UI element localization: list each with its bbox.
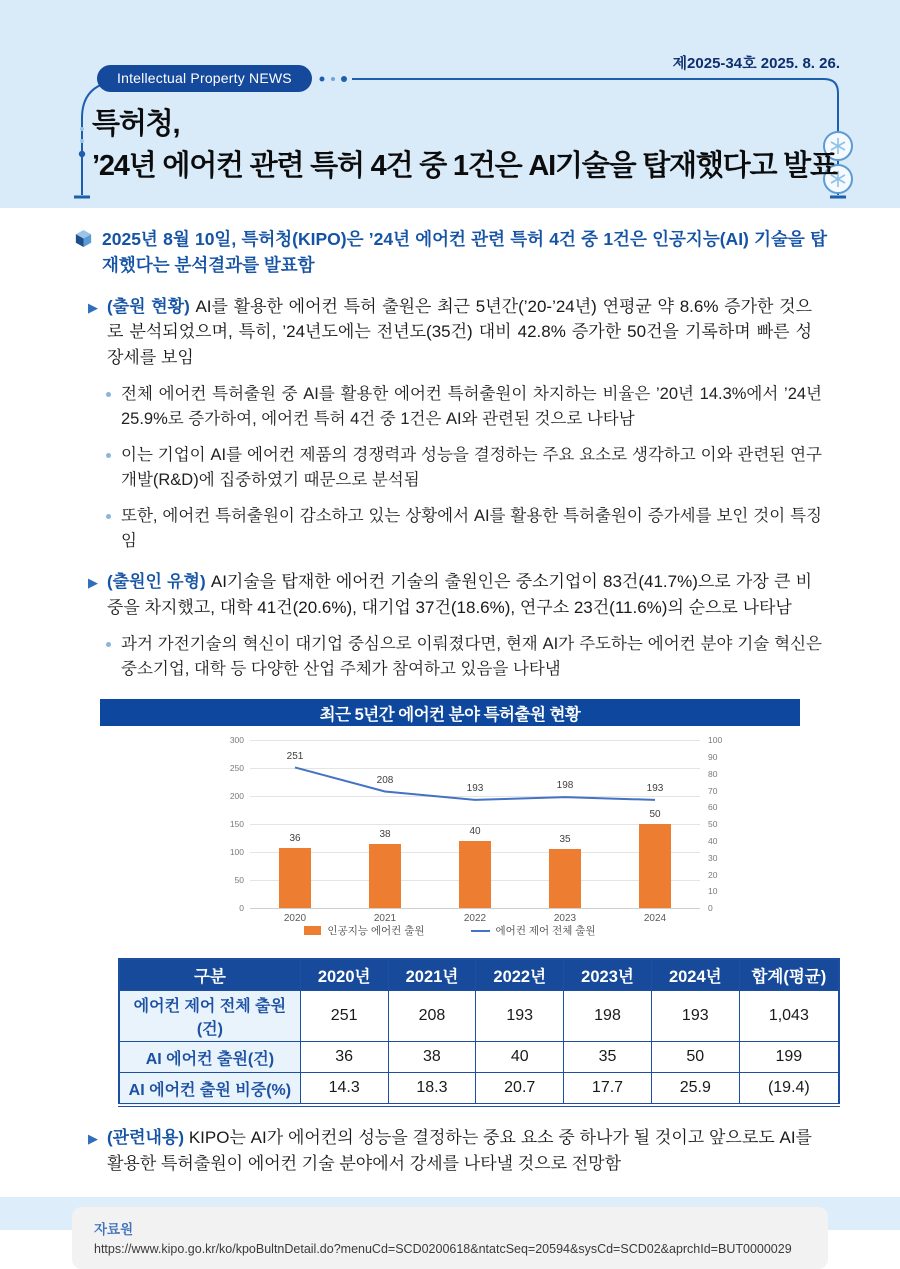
row-label: AI 에어컨 출원(건): [119, 1042, 300, 1073]
right-axis-tick: 70: [708, 785, 718, 796]
title-line-2: ’24년 에어컨 관련 특허 4건 중 1건은 AI기술을 탑재했다고 발표: [92, 150, 837, 183]
chart-section: [100, 699, 800, 948]
cell: 208: [388, 991, 476, 1042]
right-axis-tick: 90: [708, 752, 718, 763]
line-value-label: 193: [646, 783, 664, 795]
dot-bullet-icon: [106, 392, 111, 397]
left-axis-tick: 150: [229, 819, 244, 830]
section-text: (관련내용) KIPO는 AI가 에어컨의 성능을 결정하는 중요 요소 중 하나가 될 것이고 앞으로도 AI를 활용한 특허출원이 에어컨 기술 분야에서 강세를 나타낼 것으로 전망함: [107, 1128, 812, 1174]
left-axis-tick: 200: [229, 791, 244, 802]
lead-text: 2025년 8월 10일, 특허청(KIPO)은 ’24년 에어컨 관련 특허 4건 중 1건은 인공지능(AI) 기술을 탑재했다는 분석결과를 발표함: [102, 229, 827, 276]
line-value-label: 193: [466, 783, 484, 795]
line-value-label: 198: [556, 780, 574, 792]
combo-chart: [100, 726, 800, 948]
legend-label: 인공지능 에어컨 출원: [327, 925, 425, 938]
col-header: 2024년: [651, 959, 739, 991]
sub-bullet: 또한, 에어컨 특허출원이 감소하고 있는 상황에서 AI를 활용한 특허출원이 증가세를 보인 것이 특징임: [106, 504, 822, 554]
right-axis-tick: 50: [708, 819, 718, 830]
page-title: [92, 103, 837, 187]
right-axis-tick: 40: [708, 836, 718, 847]
row-label: 에어컨 제어 전체 출원(건): [119, 991, 300, 1042]
cell: 50: [651, 1042, 739, 1073]
issue-number: 제2025-34호 2025. 8. 26.: [672, 55, 840, 72]
line-value-label: 208: [376, 774, 394, 786]
table-row: [119, 1073, 839, 1106]
cell: 38: [388, 1042, 476, 1073]
dot-bullet-icon: [106, 514, 111, 519]
cell: 18.3: [388, 1073, 476, 1106]
main-content: [60, 226, 840, 1269]
row-label: AI 에어컨 출원 비중(%): [119, 1073, 300, 1106]
right-axis-tick: 60: [708, 802, 718, 813]
right-axis-tick: 0: [708, 903, 713, 914]
col-header: 구분: [119, 959, 300, 991]
section-label: (출원 현황): [107, 296, 190, 316]
right-axis-tick: 30: [708, 852, 718, 863]
x-axis-label: 2020: [283, 913, 307, 925]
col-header: 2020년: [300, 959, 388, 991]
table-row: [119, 991, 839, 1042]
table-header-row: [119, 959, 839, 991]
cell: 17.7: [564, 1073, 652, 1106]
bar-value-label: 35: [559, 834, 571, 846]
arrow-bullet-icon: ▶: [88, 575, 98, 591]
dot-bullet-icon: [106, 642, 111, 647]
line-value-label: 251: [286, 750, 304, 762]
left-axis-tick: 100: [229, 847, 244, 858]
cell: 25.9: [651, 1073, 739, 1106]
legend-item: [304, 923, 424, 938]
source-box: [72, 1207, 828, 1269]
bar-value-label: 40: [469, 826, 481, 838]
patent-data-table: [118, 958, 840, 1107]
cell: (19.4): [739, 1073, 839, 1106]
cell: 35: [564, 1042, 652, 1073]
cell: 193: [476, 991, 564, 1042]
left-axis-tick: 50: [234, 875, 244, 886]
line-legend-swatch: [471, 930, 490, 932]
right-axis-tick: 100: [708, 735, 723, 746]
cube-bullet-icon: [75, 229, 92, 248]
cell: 198: [564, 991, 652, 1042]
left-axis-tick: 300: [229, 735, 244, 746]
col-header: 2021년: [388, 959, 476, 991]
bar-legend-swatch: [304, 926, 321, 935]
x-axis-label: 2024: [643, 913, 667, 925]
sub-bullet: 과거 가전기술의 혁신이 대기업 중심으로 이뤄졌다면, 현재 AI가 주도하는 에어컨 분야 기술 혁신은 중소기업, 대학 등 다양한 산업 주체가 참여하고 있음을 나타냄: [106, 632, 822, 682]
section-applicant-type: [88, 569, 812, 621]
x-axis-label: 2023: [553, 913, 577, 925]
section-text: (출원 현황) AI를 활용한 에어컨 특허 출원은 최근 5년간(’20-’24년) 연평균 약 8.6% 증가한 것으로 분석되었으며, 특히, ’24년도에는 전년도(35건) 대비 42.8% 증가한 50건을 기록하며 빠른 성장세를 보임: [107, 296, 813, 368]
cell: 14.3: [300, 1073, 388, 1106]
left-axis-tick: 250: [229, 763, 244, 774]
dot-bullet-icon: [106, 453, 111, 458]
section-text: (출원인 유형) AI기술을 탑재한 에어컨 기술의 출원인은 중소기업이 83건(41.7%)으로 가장 큰 비중을 차지했고, 대학 41건(20.6%), 대기업 37건(18.6%), 연구소 23건(11.6%)의 순으로 나타남: [107, 572, 812, 618]
cell: 1,043: [739, 991, 839, 1042]
cell: 251: [300, 991, 388, 1042]
sub-bullet: 이는 기업이 AI를 에어컨 제품의 경쟁력과 성능을 결정하는 주요 요소로 생각하고 이와 관련된 연구개발(R&D)에 집중하였기 때문으로 분석됨: [106, 443, 822, 493]
section-label: (관련내용): [107, 1128, 185, 1148]
table-row: [119, 1042, 839, 1073]
col-header: 2023년: [564, 959, 652, 991]
right-axis-tick: 20: [708, 869, 718, 880]
col-header: 2022년: [476, 959, 564, 991]
legend-label: 에어컨 제어 전체 출원: [495, 925, 596, 938]
bar-value-label: 36: [289, 832, 301, 844]
source-label: 자료원: [94, 1221, 134, 1237]
section-filing-status: [88, 294, 812, 371]
title-line-1: 특허청,: [92, 108, 180, 140]
sub-bullet: 전체 에어컨 특허출원 중 AI를 활용한 에어컨 특허출원이 차지하는 비율은 ’20년 14.3%에서 ’24년 25.9%로 증가하여, 에어컨 특허 4건 중 1건은 AI와 관련된 것으로 나타남: [106, 382, 822, 432]
cell: 193: [651, 991, 739, 1042]
source-url[interactable]: https://www.kipo.go.kr/ko/kpoBultnDetail.do?menuCd=SCD0200618&ntatcSeq=20594&sysCd=SCD02&aprchId=BUT0000029: [94, 1241, 792, 1256]
bar-value-label: 50: [649, 809, 661, 821]
cell: 40: [476, 1042, 564, 1073]
chart-plot-area: [250, 740, 700, 908]
section-label: (출원인 유형): [107, 572, 206, 592]
section-related-content: [88, 1125, 812, 1177]
chart-legend: [100, 923, 800, 938]
cell: 36: [300, 1042, 388, 1073]
news-badge: Intellectual Property NEWS: [97, 65, 312, 92]
col-header: 합계(평균): [739, 959, 839, 991]
right-axis-tick: 80: [708, 768, 718, 779]
lead-paragraph: [75, 226, 827, 279]
cell: 199: [739, 1042, 839, 1073]
cell: 20.7: [476, 1073, 564, 1106]
chart-title-banner: 최근 5년간 에어컨 분야 특허출원 현황: [100, 699, 800, 726]
legend-item: [471, 923, 596, 938]
bar-value-label: 38: [379, 829, 391, 841]
arrow-bullet-icon: ▶: [88, 299, 98, 315]
x-axis-label: 2022: [463, 913, 487, 925]
arrow-bullet-icon: ▶: [88, 1131, 98, 1147]
x-axis-label: 2021: [373, 913, 397, 925]
left-axis-tick: 0: [239, 903, 244, 914]
right-axis-tick: 10: [708, 886, 718, 897]
line-series: [250, 740, 700, 908]
